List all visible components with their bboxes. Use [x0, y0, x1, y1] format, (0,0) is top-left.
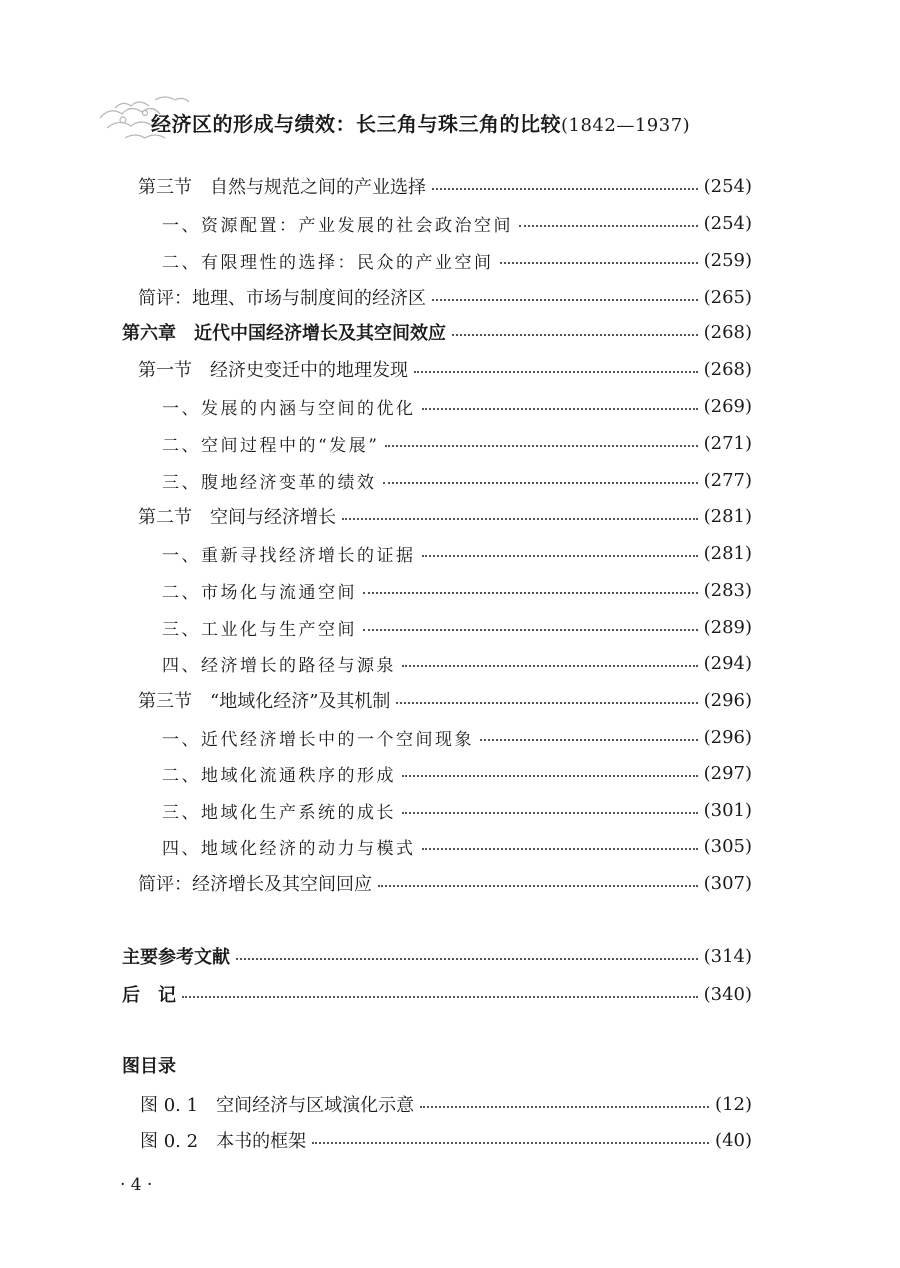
toc-entry-page: (265)	[703, 286, 752, 308]
dot-leader	[312, 1142, 709, 1144]
toc-entry[interactable]	[162, 391, 752, 421]
toc-entry-page: (281)	[703, 505, 752, 527]
dot-leader	[182, 996, 698, 998]
toc-entry[interactable]	[138, 501, 752, 531]
toc-entry-page: (305)	[703, 835, 752, 857]
dot-leader	[402, 665, 698, 667]
toc-entry-page: (307)	[703, 872, 752, 894]
toc-entry-label: 第三节 自然与规范之间的产业选择	[138, 177, 426, 198]
dot-leader	[396, 702, 697, 704]
toc-chapter-entry[interactable]	[122, 317, 752, 347]
toc-entry-page: (254)	[703, 175, 752, 197]
dot-leader	[378, 885, 698, 887]
toc-entry[interactable]	[138, 282, 752, 312]
toc-entry-page: (283)	[703, 579, 752, 601]
toc-entry-page: (297)	[703, 762, 752, 784]
figure-entry-page: (12)	[715, 1093, 752, 1115]
figure-entry-label: 图 0. 2 本书的框架	[140, 1131, 307, 1152]
toc-references-entry[interactable]	[122, 941, 752, 971]
dot-leader	[363, 592, 698, 594]
figure-entry[interactable]	[140, 1089, 752, 1119]
toc-entry[interactable]	[162, 722, 752, 752]
toc-entry-page: (269)	[703, 395, 752, 417]
figure-entry[interactable]	[140, 1125, 752, 1155]
toc-entry[interactable]	[162, 831, 752, 861]
toc-entry[interactable]	[162, 795, 752, 825]
toc-entry-page: (289)	[703, 616, 752, 638]
toc-entry-label: 一、发展的内涵与空间的优化	[162, 398, 416, 419]
toc-entry[interactable]	[162, 612, 752, 642]
toc-entry-page: (296)	[703, 689, 752, 711]
toc-entry[interactable]	[138, 685, 752, 715]
dot-leader	[414, 371, 698, 373]
toc-entry[interactable]	[138, 354, 752, 384]
toc-entry[interactable]	[162, 575, 752, 605]
dot-leader	[432, 299, 698, 301]
toc-entry-label: 第六章 近代中国经济增长及其空间效应	[122, 323, 446, 344]
toc-entry-label: 简评：地理、市场与制度间的经济区	[138, 288, 426, 309]
toc-entry-page: (301)	[703, 799, 752, 821]
toc-entry-label: 一、近代经济增长中的一个空间现象	[162, 729, 474, 750]
toc-entry-page: (259)	[703, 249, 752, 271]
dot-leader	[500, 262, 698, 264]
toc-entry-page: (340)	[703, 983, 752, 1005]
toc-entry-label: 四、地域化经济的动力与模式	[162, 838, 416, 859]
page-number: · 4 ·	[120, 1175, 153, 1195]
toc-entry[interactable]	[162, 538, 752, 568]
book-title: 经济区的形成与绩效：长三角与珠三角的比较	[151, 112, 561, 136]
toc-entry-label: 三、工业化与生产空间	[162, 619, 357, 640]
toc-entry-page: (268)	[703, 321, 752, 343]
toc-entry-page: (294)	[703, 652, 752, 674]
toc-entry-label: 后 记	[122, 985, 176, 1006]
dot-leader	[383, 482, 698, 484]
figure-entry-page: (40)	[715, 1129, 752, 1151]
toc-entry-label: 一、资源配置：产业发展的社会政治空间	[162, 215, 513, 236]
toc-entry-label: 二、空间过程中的“发展”	[162, 435, 380, 456]
toc-entry[interactable]	[162, 245, 752, 275]
dot-leader	[402, 812, 698, 814]
dot-leader	[420, 1106, 709, 1108]
toc-entry[interactable]	[162, 428, 752, 458]
dot-leader	[422, 408, 698, 410]
dot-leader	[342, 518, 698, 520]
toc-entry-page: (296)	[703, 726, 752, 748]
toc-entry-label: 二、有限理性的选择：民众的产业空间	[162, 252, 494, 273]
toc-entry-label: 三、地域化生产系统的成长	[162, 802, 396, 823]
toc-entry-label: 二、市场化与流通空间	[162, 582, 357, 603]
dot-leader	[422, 555, 698, 557]
dot-leader	[422, 848, 698, 850]
toc-entry-label: 第三节 “地域化经济”及其机制	[138, 691, 391, 712]
toc-entry-label: 主要参考文献	[122, 947, 230, 968]
dot-leader	[385, 445, 697, 447]
dot-leader	[480, 739, 698, 741]
toc-entry[interactable]	[162, 758, 752, 788]
toc-entry[interactable]	[162, 208, 752, 238]
toc-afterword-entry[interactable]	[122, 979, 752, 1009]
dot-leader	[402, 775, 698, 777]
toc-entry-label: 第二节 空间与经济增长	[138, 507, 336, 528]
toc-entry-label: 四、经济增长的路径与源泉	[162, 655, 396, 676]
toc-entry-label: 第一节 经济史变迁中的地理发现	[138, 360, 408, 381]
figure-entry-label: 图 0. 1 空间经济与区域演化示意	[140, 1095, 415, 1116]
dot-leader	[432, 188, 698, 190]
toc-entry-label: 三、腹地经济变革的绩效	[162, 472, 377, 493]
toc-entry-page: (314)	[703, 945, 752, 967]
dot-leader	[363, 629, 698, 631]
toc-entry-label: 一、重新寻找经济增长的证据	[162, 545, 416, 566]
toc-entry-page: (281)	[703, 542, 752, 564]
toc-entry[interactable]	[138, 868, 752, 898]
dot-leader	[236, 958, 698, 960]
book-title-years: (1842—1937)	[561, 115, 691, 136]
toc-entry-page: (277)	[703, 469, 752, 491]
figure-list-heading: 图目录	[122, 1056, 176, 1077]
toc-entry[interactable]	[138, 171, 752, 201]
toc-entry-page: (254)	[703, 212, 752, 234]
toc-entry-page: (271)	[703, 432, 752, 454]
toc-entry[interactable]	[162, 648, 752, 678]
toc-entry[interactable]	[162, 465, 752, 495]
toc-entry-label: 简评：经济增长及其空间回应	[138, 874, 372, 895]
dot-leader	[519, 225, 698, 227]
toc-entry-label: 二、地域化流通秩序的形成	[162, 765, 396, 786]
toc-entry-page: (268)	[703, 358, 752, 380]
dot-leader	[452, 334, 698, 336]
